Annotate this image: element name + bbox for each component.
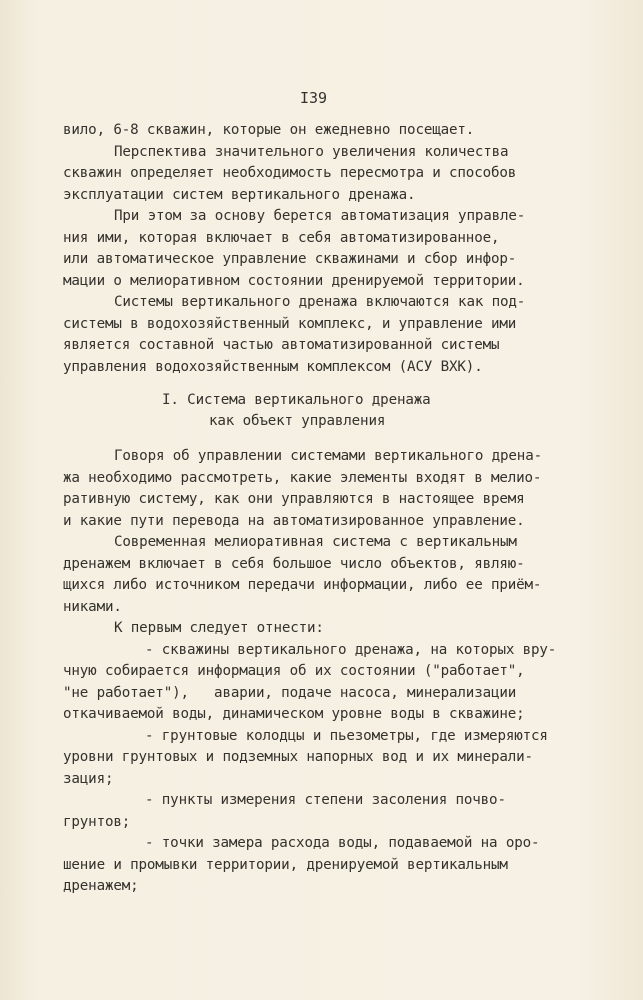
text-line: Системы вертикального дренажа включаются как под- <box>114 294 526 310</box>
text-line: Говоря об управлении системами вертикального дрена- <box>114 448 542 464</box>
text-line: и какие пути перевода на автоматизированное управление. <box>63 513 525 529</box>
text-line: Современная мелиоративная система с вертикальным <box>114 534 517 550</box>
text-line: эксплуатации систем вертикального дренажа. <box>63 187 416 203</box>
text-line: является составной частью автоматизированной системы <box>63 337 500 353</box>
text-line: - пункты измерения степени засоления почво- <box>145 792 506 808</box>
text-line: или автоматическое управление скважинами и сбор инфор- <box>63 251 517 267</box>
text-line: дренажем; <box>63 878 139 894</box>
text-line: ративную систему, как они управляются в настоящее время <box>63 491 525 507</box>
text-line: - грунтовые колодцы и пьезометры, где измеряются <box>145 728 548 744</box>
text-line: управления водохозяйственным комплексом (АСУ ВХК). <box>63 359 483 375</box>
text-line: "не работает"), аварии, подаче насоса, минерализации <box>63 685 517 701</box>
text-line: откачиваемой воды, динамическом уровне воды в скважине; <box>63 706 525 722</box>
text-line: вило, 6-8 скважин, которые он ежедневно посещает. <box>63 122 475 138</box>
text-line: дренажем включает в себя большое число объектов, являю- <box>63 556 525 572</box>
text-line: - точки замера расхода воды, подаваемой на оро- <box>145 835 540 851</box>
text-line: щихся либо источником передачи информации, либо ее приём- <box>63 577 542 593</box>
text-line: скважин определяет необходимость пересмотра и способов <box>63 165 517 181</box>
text-line: - скважины вертикального дренажа, на которых вру- <box>145 642 557 658</box>
section-heading-line1: I. Система вертикального дренажа <box>162 392 431 408</box>
text-line: грунтов; <box>63 814 131 830</box>
text-line: никами. <box>63 599 122 615</box>
text-line: чную собирается информация об их состоянии ("работает", <box>63 663 525 679</box>
text-line: уровни грунтовых и подземных напорных вод и их минерали- <box>63 749 533 765</box>
page-number: I39 <box>300 89 328 107</box>
section-heading-line2: как объект управления <box>209 413 386 429</box>
text-line: системы в водохозяйственный комплекс, и управление ими <box>63 316 517 332</box>
text-line: зация; <box>63 771 114 787</box>
text-line: ния ими, которая включает в себя автоматизированное, <box>63 230 500 246</box>
text-line: При этом за основу берется автоматизация управле- <box>114 208 526 224</box>
text-line: К первым следует отнести: <box>114 620 324 636</box>
text-line: шение и промывки территории, дренируемой вертикальным <box>63 857 508 873</box>
text-line: мации о мелиоративном состоянии дренируемой территории. <box>63 273 525 289</box>
text-line: жа необходимо рассмотреть, какие элементы входят в мелио- <box>63 470 542 486</box>
text-line: Перспектива значительного увеличения количества <box>114 144 509 160</box>
